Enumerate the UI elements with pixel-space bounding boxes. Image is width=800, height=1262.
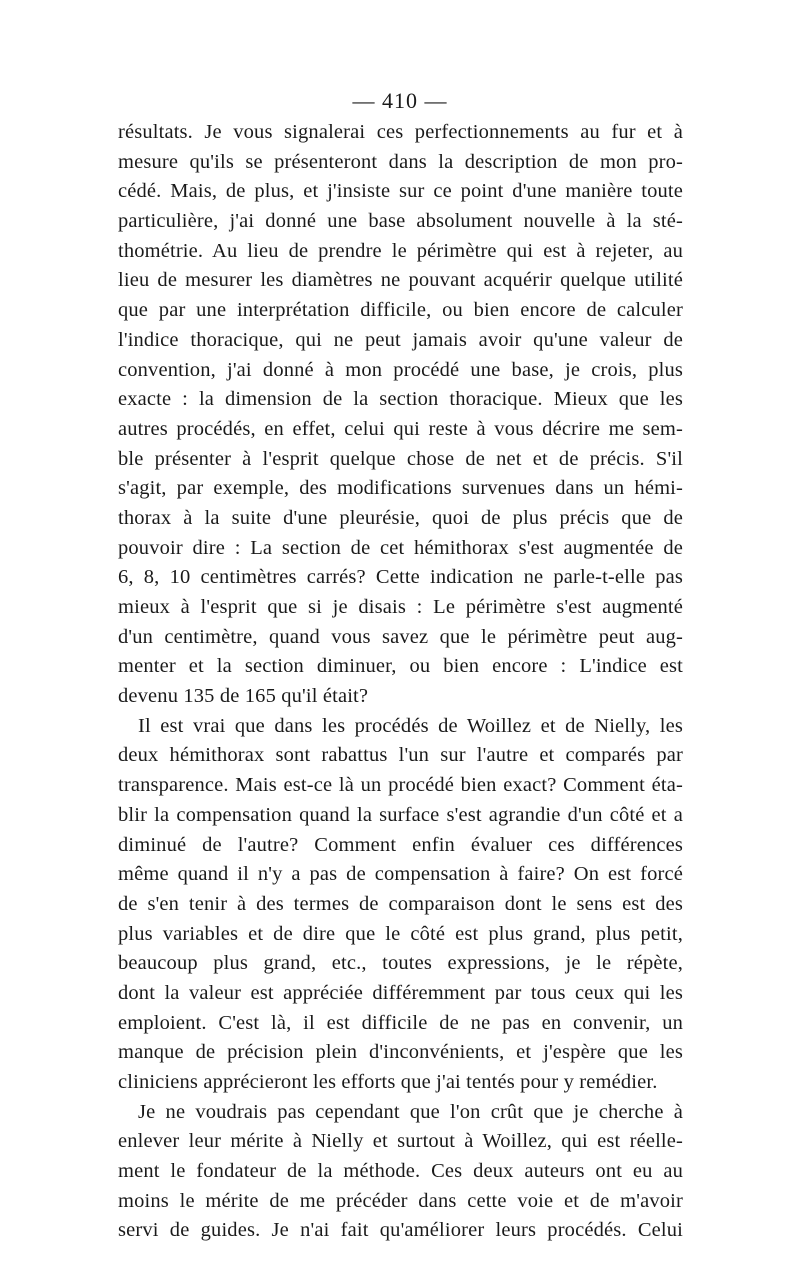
text-line: plus variables et de dire que le côté est plus grand, plus petit, [118, 922, 683, 945]
text-line: emploient. C'est là, il est difficile de ne pas en convenir, un [118, 1011, 683, 1034]
text-line: ment le fondateur de la méthode. Ces deux auteurs ont eu au [118, 1160, 683, 1183]
text-line: enlever leur mérite à Nielly et surtout à Woillez, qui est réelle- [118, 1130, 683, 1153]
page-number: — 410 — [352, 88, 448, 113]
text-line: même quand il n'y a pas de compensation à faire? On est forcé [118, 863, 683, 886]
text-line: manque de précision plein d'inconvénients, et j'espère que les [118, 1041, 683, 1064]
text-line: transparence. Mais est-ce là un procédé bien exact? Comment éta- [118, 774, 683, 797]
text-line: autres procédés, en effet, celui qui reste à vous décrire me sem- [118, 417, 683, 440]
text-line: 6, 8, 10 centimètres carrés? Cette indication ne parle-t-elle pas [118, 566, 683, 589]
text-line: beaucoup plus grand, etc., toutes expressions, je le répète, [118, 952, 683, 975]
text-line: devenu 135 de 165 qu'il était? [118, 685, 369, 708]
text-line: mesure qu'ils se présenteront dans la description de mon pro- [118, 150, 683, 173]
text-line: ble présenter à l'esprit quelque chose de net et de précis. S'il [118, 447, 683, 470]
text-line: servi de guides. Je n'ai fait qu'améliorer leurs procédés. Celui [118, 1219, 683, 1242]
text-line: s'agit, par exemple, des modifications survenues dans un hémi- [118, 477, 683, 500]
text-line: cédé. Mais, de plus, et j'insiste sur ce point d'une manière toute [118, 180, 683, 203]
text-line: de s'en tenir à des termes de comparaison dont le sens est des [118, 892, 683, 915]
text-line: Il est vrai que dans les procédés de Woillez et de Nielly, les [138, 714, 683, 737]
text-line: diminué de l'autre? Comment enfin évaluer ces différences [118, 833, 683, 856]
text-line: mieux à l'esprit que si je disais : Le périmètre s'est augmenté [118, 596, 683, 618]
text-line: résultats. Je vous signalerai ces perfectionnements au fur et à [118, 121, 683, 143]
text-line: blir la compensation quand la surface s'est agrandie d'un côté et a [118, 803, 683, 826]
text-line: deux hémithorax sont rabattus l'un sur l'autre et comparés par [118, 744, 683, 767]
text-line: thorax à la suite d'une pleurésie, quoi de plus précis que de [118, 506, 683, 529]
text-line: convention, j'ai donné à mon procédé une base, je crois, plus [118, 358, 683, 381]
text-line: thométrie. Au lieu de prendre le périmètre qui est à rejeter, au [118, 239, 683, 262]
text-line: moins le mérite de me précéder dans cette voie et de m'avoir [118, 1189, 683, 1212]
text-line: cliniciens apprécieront les efforts que j'ai tentés pour y remédier. [118, 1071, 658, 1093]
body-text [118, 118, 683, 1246]
text-line: l'indice thoracique, qui ne peut jamais avoir qu'une valeur de [118, 328, 683, 351]
text-line: d'un centimètre, quand vous savez que le périmètre peut aug- [118, 625, 683, 648]
text-line: particulière, j'ai donné une base absolument nouvelle à la sté- [118, 210, 683, 233]
text-line: lieu de mesurer les diamètres ne pouvant acquérir quelque utilité [118, 269, 683, 292]
text-line: Je ne voudrais pas cependant que l'on crût que je cherche à [138, 1100, 683, 1123]
text-line: que par une interprétation difficile, ou bien encore de calculer [118, 299, 683, 322]
text-line: dont la valeur est appréciée différemment par tous ceux qui les [118, 981, 683, 1004]
text-line: menter et la section diminuer, ou bien encore : L'indice est [118, 655, 683, 678]
text-line: pouvoir dire : La section de cet hémithorax s'est augmentée de [118, 536, 683, 559]
text-line: exacte : la dimension de la section thoracique. Mieux que les [118, 388, 683, 411]
